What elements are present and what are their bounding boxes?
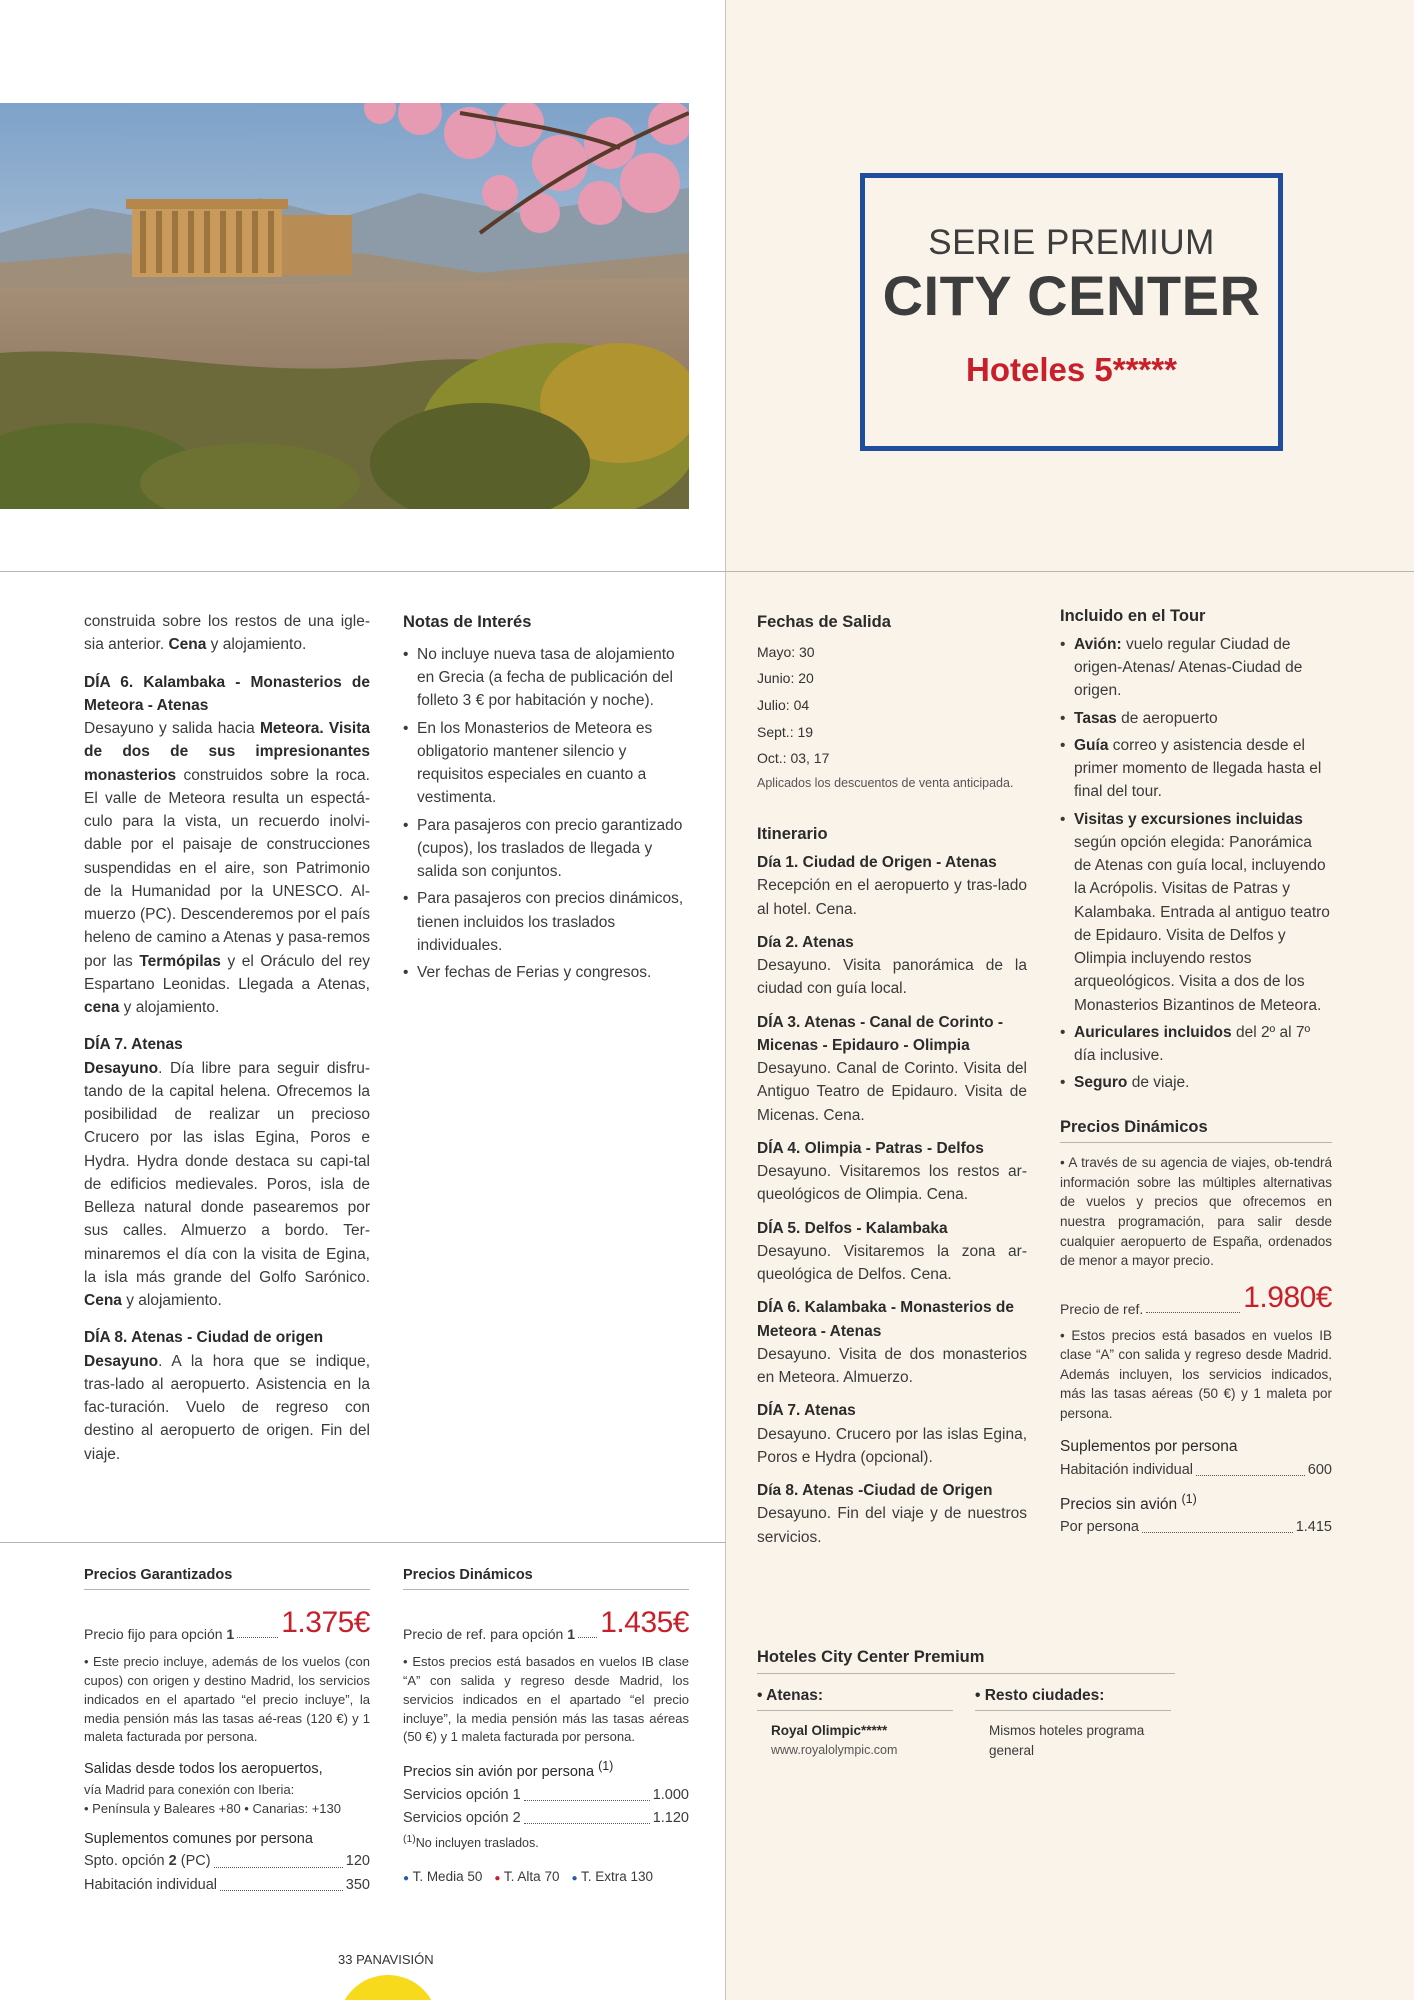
dynamic-no-flight-title: Precios sin avión por persona $^{(1)}$	[403, 1759, 614, 1781]
note-item: • Para pasajeros con precio garantizado (cupos), los traslados de llegada y salida son conjuntos.	[403, 814, 685, 884]
date-row: Julio: 04	[757, 696, 810, 713]
dynamic-title: Precios Dinámicos	[403, 1565, 689, 1590]
hotel-name: Royal Olimpic*****	[771, 1723, 888, 1738]
horizontal-divider	[0, 571, 1414, 572]
notes-column	[403, 610, 685, 988]
itinerary-column	[757, 610, 1027, 1559]
reference-price-note: • Estos precios está basados en vuelos IB clase “A” con salida y regreso desde Madrid. Además incluyen, los servicios indicados, más las tasas aéreas (50 €) y 1 maleta por persona.	[1060, 1327, 1332, 1421]
hotels-title: Hoteles City Center Premium	[757, 1645, 1175, 1674]
intro-text: construida sobre los restos de una igle-sia anterior. Cena y alojamiento.	[84, 613, 370, 654]
dynamic-price-line: Precio de ref. para opción 1 1.435€	[403, 1600, 689, 1645]
day6-text: Desayuno y salida hacia Meteora. Visita de dos de sus impresionantes monasterios construidos sobre la roca. El valle de Meteora resulta un espectá-culo para la vista, un recuerdo inolvi-dable por el paisaje de construcciones suspendidas en el aire, son Patrimonio de la Humanidad por la UNESCO. Al-muerzo (PC). Descenderemos por el país heleno de camino a Atenas y pasa-remos por las Termópilas y el Oráculo del rey Espartano Leonidas. Llegada a Atenas, cena y alojamiento.	[84, 720, 371, 1016]
day6-title: DÍA 6. Kalambaka - Monasterios de Meteora - Atenas	[84, 673, 370, 714]
season-media: ● T. Media 50	[403, 1869, 483, 1885]
season-extra: ● T. Extra 130	[571, 1869, 654, 1885]
guaranteed-prices	[84, 1565, 370, 1897]
date-row: Junio: 20	[757, 670, 814, 687]
supplement-row: Spto. opción 2 (PC) 120	[84, 1853, 370, 1870]
page-tab-decoration	[338, 1975, 438, 2000]
hotel-rest: • Resto ciudades: Mismos hoteles programa general	[975, 1684, 1171, 1760]
day8-title: DÍA 8. Atenas - Ciudad de origen	[84, 1329, 324, 1347]
dates-note: Aplicados los descuentos de venta anticipada.	[757, 775, 1014, 790]
included-item: • Avión: vuelo regular Ciudad de origen-Atenas/ Atenas-Ciudad de origen.	[1060, 633, 1332, 703]
hotel-category: Hoteles 5*****	[966, 351, 1177, 389]
supplements-title: Suplementos por persona	[1060, 1438, 1238, 1456]
reference-price-line: Precio de ref. 1.980€	[1060, 1275, 1332, 1320]
note-item: • Para pasajeros con precios dinámicos, tienen incluidos los traslados individuales.	[403, 887, 685, 957]
dynamic-prices-title: Precios Dinámicos	[1060, 1115, 1332, 1144]
itinerary-day: DÍA 4. Olimpia - Patras - Delfos Desayuno. Visitaremos los restos ar-queológicos de Olimpia. Cena.	[757, 1139, 1027, 1204]
included-title: Incluido en el Tour	[1060, 607, 1206, 625]
day8-text: Desayuno. A la hora que se indique, tras-lado al aeropuerto. Asistencia en la fac-turación. Vuelo de regreso con destino al aeropuerto de origen. Fin del viaje.	[84, 1352, 370, 1463]
guaranteed-title: Precios Garantizados	[84, 1565, 370, 1590]
series-label: SERIE PREMIUM	[928, 223, 1215, 262]
season-dot-icon: ●	[571, 1873, 578, 1885]
itinerary-day: Día 8. Atenas -Ciudad de Origen Desayuno. Fin del viaje y de nuestros servicios.	[757, 1482, 1027, 1546]
hotel-url: www.royalolympic.com	[771, 1742, 898, 1757]
dynamic-prices-text: • A través de su agencia de viajes, ob-tendrá información sobre las múltiples alternativas de vuelos y precios que ofrecemos en nuestra programación, para salir desde cualquier aeropuerto de España, ordenados de menor a mayor precio.	[1060, 1155, 1332, 1269]
included-column	[1060, 604, 1332, 1539]
footnote: $^{(1)}$No incluyen traslados.	[403, 1834, 539, 1851]
hotels-section	[757, 1645, 1175, 1760]
acropolis-photo	[0, 103, 689, 509]
itinerary-title: Itinerario	[757, 825, 828, 844]
no-flight-title: Precios sin avión $^{(1)}$	[1060, 1491, 1197, 1514]
included-list	[1060, 633, 1332, 1095]
season-dot-icon: ●	[403, 1873, 410, 1885]
included-item: • Seguro de viaje.	[1060, 1071, 1332, 1094]
vertical-divider	[725, 0, 726, 2000]
reference-price: 1.980€	[1243, 1280, 1332, 1314]
note-item: • En los Monasterios de Meteora es obligatorio mantener silencio y requisitos especiales en cuanto a vestimenta.	[403, 717, 685, 810]
date-row: Oct.: 03, 17	[757, 750, 830, 767]
dynamic-note: • Estos precios está basados en vuelos IB clase “A” con salida y regreso desde Madrid, los servicios indicados en el apartado “el precio incluye”, la media pensión más las tasas aéreas (50 €) y 1 maleta facturada por persona.	[403, 1654, 689, 1745]
no-flight-row: Servicios opción 1 1.000	[403, 1786, 689, 1803]
included-item: • Visitas y excursiones incluidas según opción elegida: Panorámica de Atenas con guía local, incluyendo la Acrópolis. Visitas de Patras y Kalambaka. Entrada al antiguo teatro de Epidauro. Visita de Delfos y Olimpia incluyendo restos arqueológicos. Visita a dos de los Monasterios Bizantinos de Meteora.	[1060, 808, 1332, 1017]
season-alta: ● T. Alta 70	[494, 1869, 560, 1885]
series-title-box	[860, 173, 1283, 451]
dates-title: Fechas de Salida	[757, 613, 891, 631]
supplement-row: Habitación individual 600	[1060, 1461, 1332, 1478]
itinerary-day: DÍA 3. Atenas - Canal de Corinto - Micenas - Epidauro - Olimpia Desayuno. Canal de Corinto. Visita del Antiguo Teatro de Epidauro. Visita de Micenas. Cena.	[757, 1013, 1027, 1124]
dynamic-prices	[403, 1565, 689, 1887]
season-dot-icon: ●	[494, 1873, 501, 1885]
common-supplements-title: Suplementos comunes por persona	[84, 1830, 313, 1847]
date-row: Sept.: 19	[757, 723, 814, 740]
airports-subtitle: vía Madrid para conexión con Iberia:	[84, 1781, 295, 1797]
seasons-row	[403, 1867, 689, 1887]
guaranteed-price-line: Precio fijo para opción 1 1.375€	[84, 1600, 370, 1645]
page-number: 33 PANAVISIÓN	[338, 1952, 434, 1967]
included-item: • Auriculares incluidos del 2º al 7º día inclusive.	[1060, 1021, 1332, 1068]
guaranteed-price: 1.375€	[281, 1606, 370, 1640]
notes-list	[403, 643, 685, 985]
no-flight-row: Servicios opción 2 1.120	[403, 1810, 689, 1826]
included-item: • Guía correo y asistencia desde el primer momento de llegada hasta el final del tour.	[1060, 734, 1332, 804]
notes-title: Notas de Interés	[403, 613, 532, 631]
no-flight-row: Por persona 1.415	[1060, 1519, 1332, 1536]
prices-divider	[0, 1542, 726, 1543]
itinerary-day: DÍA 6. Kalambaka - Monasterios de Meteora - Atenas Desayuno. Visita de dos monasterios en Meteora. Almuerzo.	[757, 1299, 1027, 1387]
day7-title: DÍA 7. Atenas	[84, 1036, 183, 1054]
airports-title: Salidas desde todos los aeropuertos,	[84, 1761, 323, 1778]
date-row: Mayo: 30	[757, 643, 815, 660]
airports-text: • Península y Baleares +80 • Canarias: +130	[84, 1800, 341, 1816]
itinerary-day: DÍA 5. Delfos - Kalambaka Desayuno. Visitaremos la zona ar-queológica de Delfos. Cena.	[757, 1219, 1027, 1284]
dynamic-price: 1.435€	[600, 1606, 689, 1640]
itinerary-day: Día 2. Atenas Desayuno. Visita panorámica de la ciudad con guía local.	[757, 933, 1027, 998]
itinerary-day: DÍA 7. Atenas Desayuno. Crucero por las islas Egina, Poros e Hydra (opcional).	[757, 1402, 1027, 1466]
days-column	[84, 610, 370, 1476]
hotel-athens: • Atenas: Royal Olimpic***** www.royalolympic.com	[757, 1684, 953, 1760]
series-name: CITY CENTER	[882, 264, 1261, 327]
guaranteed-note: • Este precio incluye, además de los vuelos (con cupos) con origen y destino Madrid, los servicios indicados en el apartado “el precio incluye”, la media pensión más las tasas aé-reas (120 €) y 1 maleta facturada por persona.	[84, 1654, 370, 1745]
note-item: • No incluye nueva tasa de alojamiento en Grecia (a fecha de publicación del folleto 3 € por habitación y noche).	[403, 643, 685, 713]
supplement-row: Habitación individual 350	[84, 1876, 370, 1893]
included-item: • Tasas de aeropuerto	[1060, 707, 1332, 730]
itinerary-day: Día 1. Ciudad de Origen - Atenas Recepción en el aeropuerto y tras-lado al hotel. Cena.	[757, 854, 1027, 918]
day7-text: Desayuno. Día libre para seguir disfru-tando de la capital helena. Ofrecemos la posibilidad de realizar un precioso Crucero por las islas Egina, Poros e Hydra. Hydra donde destaca su capi-tal de edificios medievales. Poros, isla de Belleza natural donde pasearemos por sus calles. Almuerzo a bordo. Ter-minaremos el día con la visita de Egina, la isla más grande del Golfo Sarónico. Cena y alojamiento.	[84, 1059, 370, 1309]
note-item: • Ver fechas de Ferias y congresos.	[403, 961, 685, 984]
